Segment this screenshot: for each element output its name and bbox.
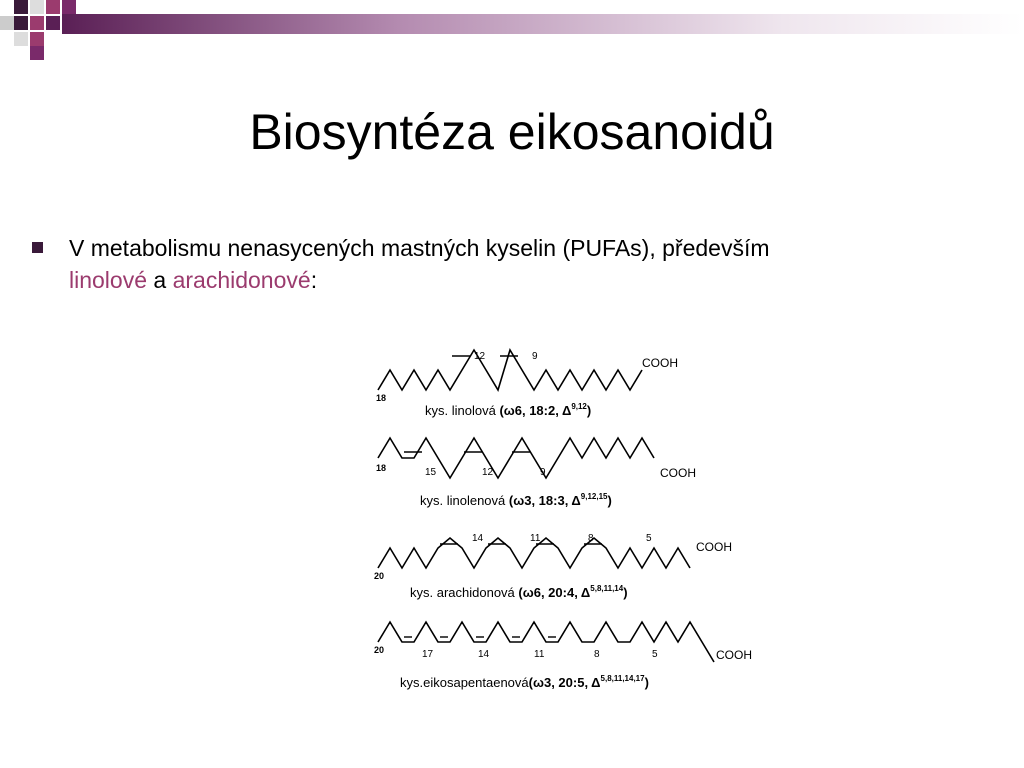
fatty-acid-diagram <box>370 345 770 700</box>
banner-graphic <box>0 0 1024 62</box>
carbon-number-label: 18 <box>376 393 387 403</box>
position-label: 11 <box>530 533 541 544</box>
molecule-name: kys. arachidonová (ω6, 20:4, Δ$^{5,8,11,14}$) <box>410 584 628 600</box>
banner-square <box>30 46 44 60</box>
position-label: 17 <box>422 649 434 660</box>
molecule-name: kys.eikosapentaenová(ω3, 20:5, Δ$^{5,8,11,14,17}$) <box>400 674 649 690</box>
carbon-number-label: 20 <box>374 571 385 581</box>
banner-square <box>30 0 44 14</box>
position-label: 8 <box>594 649 600 660</box>
fatty-acid-structures-figure <box>370 345 770 700</box>
banner-square <box>46 0 60 14</box>
carbon-number-label: 20 <box>374 645 385 655</box>
position-label: 5 <box>646 533 652 544</box>
banner-square <box>30 32 44 46</box>
position-label: 5 <box>652 649 658 660</box>
banner-square <box>0 16 14 30</box>
molecule-name: kys. linolenová (ω3, 18:3, Δ$^{9,12,15}$) <box>420 492 612 508</box>
molecule-arachidonic <box>374 533 732 600</box>
bullet-conjunction: a <box>153 267 167 293</box>
position-label: 14 <box>478 649 490 660</box>
position-label: 9 <box>540 467 546 478</box>
cooh-label: COOH <box>660 466 696 480</box>
position-label: 15 <box>425 467 437 478</box>
position-label: 12 <box>474 351 486 362</box>
banner-square <box>46 16 60 30</box>
molecule-linolenic <box>376 438 696 508</box>
bullet-colon: : <box>310 267 318 293</box>
banner-square <box>30 16 44 30</box>
slide-banner <box>0 0 1024 62</box>
carbon-number-label: 18 <box>376 463 387 473</box>
banner-stripe <box>62 14 1024 34</box>
highlight-linolove: linolové <box>69 267 147 293</box>
cooh-label: COOH <box>716 648 752 662</box>
position-label: 9 <box>532 351 538 362</box>
bullet-text <box>69 232 969 296</box>
banner-square <box>14 0 28 14</box>
cooh-label: COOH <box>696 540 732 554</box>
highlight-arachidonove: arachidonové <box>172 267 311 293</box>
position-label: 12 <box>482 467 494 478</box>
banner-square <box>14 16 28 30</box>
molecule-eicosapentaenoic <box>374 622 752 690</box>
position-label: 14 <box>472 533 484 544</box>
position-label: 8 <box>588 533 594 544</box>
banner-square <box>14 32 28 46</box>
carbon-chain <box>378 438 654 478</box>
molecule-name: kys. linolová (ω6, 18:2, Δ$^{9,12}$) <box>425 402 592 418</box>
banner-square <box>62 0 76 14</box>
slide-title: Biosyntéza eikosanoidů <box>249 104 775 160</box>
molecule-linoleic <box>376 350 678 418</box>
cooh-label: COOH <box>642 356 678 370</box>
bullet-text-main: V metabolismu nenasycených mastných kyselin (PUFAs), především <box>69 235 770 261</box>
square-bullet-icon <box>32 242 43 253</box>
position-label: 11 <box>534 649 545 660</box>
